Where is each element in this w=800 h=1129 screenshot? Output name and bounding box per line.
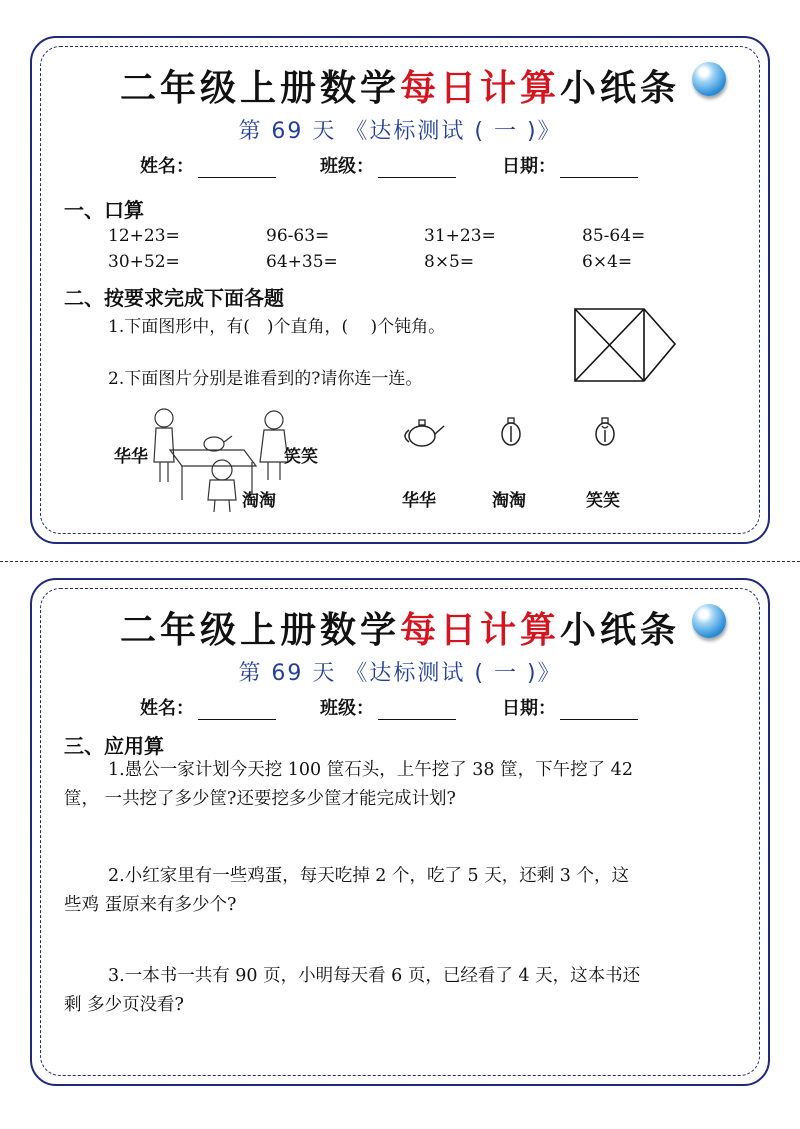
cut-line: [0, 561, 800, 562]
class-field[interactable]: 班级：: [320, 152, 456, 178]
problem-3-line-1: 3.一本书一共有 90 页，小明每天看 6 页，已经看了 4 天，这本书还: [108, 966, 641, 986]
problem-2-line-1: 2.小红家里有一些鸡蛋，每天吃掉 2 个，吃了 5 天，还剩 3 个，这: [108, 866, 629, 886]
oral-item: 30+52=: [108, 252, 180, 272]
view-label: 笑笑: [586, 491, 620, 511]
name-field[interactable]: 姓名：: [140, 694, 276, 720]
class-field[interactable]: 班级：: [320, 694, 456, 720]
page-subtitle: 第 69 天 《达标测试 ( 一 )》: [238, 661, 562, 686]
angle-figure: [572, 306, 678, 384]
scene-label-taotao: 淘淘: [242, 491, 276, 511]
name-field[interactable]: 姓名：: [140, 152, 276, 178]
oral-item: 64+35=: [266, 252, 338, 272]
teapot-front-view-icon: [498, 414, 524, 450]
teapot-side-view-icon: [400, 414, 446, 450]
oral-item: 85-64=: [582, 226, 646, 246]
problem-2-line-2: 些鸡 蛋原来有多少个?: [64, 895, 237, 915]
scene-label-xiaoxiao: 笑笑: [284, 447, 318, 467]
oral-item: 31+23=: [424, 226, 496, 246]
section-heading-word-problems: 三、应用算: [64, 734, 164, 758]
blue-ball-icon: [692, 62, 726, 96]
scene-label-huahua: 华华: [114, 447, 148, 467]
oral-item: 12+23=: [108, 226, 180, 246]
section-heading-oral: 一、口算: [64, 198, 144, 222]
oral-item: 6×4=: [582, 252, 633, 272]
view-label: 华华: [402, 491, 436, 511]
section-heading-tasks: 二、按要求完成下面各题: [64, 286, 284, 310]
worksheet-card-1: [30, 36, 770, 544]
oral-item: 8×5=: [424, 252, 475, 272]
blue-ball-icon: [692, 604, 726, 638]
worksheet-card-2: [30, 578, 770, 1086]
view-label: 淘淘: [492, 491, 526, 511]
problem-1-line-1: 1.愚公一家计划今天挖 100 筐石头，上午挖了 38 筐，下午挖了 42: [108, 760, 633, 780]
page-title: 二年级上册数学每日计算小纸条: [119, 68, 681, 109]
oral-item: 96-63=: [266, 226, 330, 246]
date-field[interactable]: 日期：: [502, 694, 638, 720]
question-2: 2.下面图片分别是谁看到的?请你连一连。: [108, 369, 423, 389]
date-field[interactable]: 日期：: [502, 152, 638, 178]
problem-3-line-2: 剩 多少页没看?: [64, 995, 184, 1015]
question-1: 1.下面图形中，有( )个直角，( )个钝角。: [108, 317, 446, 337]
teapot-back-view-icon: [592, 414, 618, 450]
problem-1-line-2: 筐， 一共挖了多少筐?还要挖多少筐才能完成计划?: [64, 789, 456, 809]
page-title: 二年级上册数学每日计算小纸条: [119, 610, 681, 651]
page-subtitle: 第 69 天 《达标测试 ( 一 )》: [238, 119, 562, 144]
